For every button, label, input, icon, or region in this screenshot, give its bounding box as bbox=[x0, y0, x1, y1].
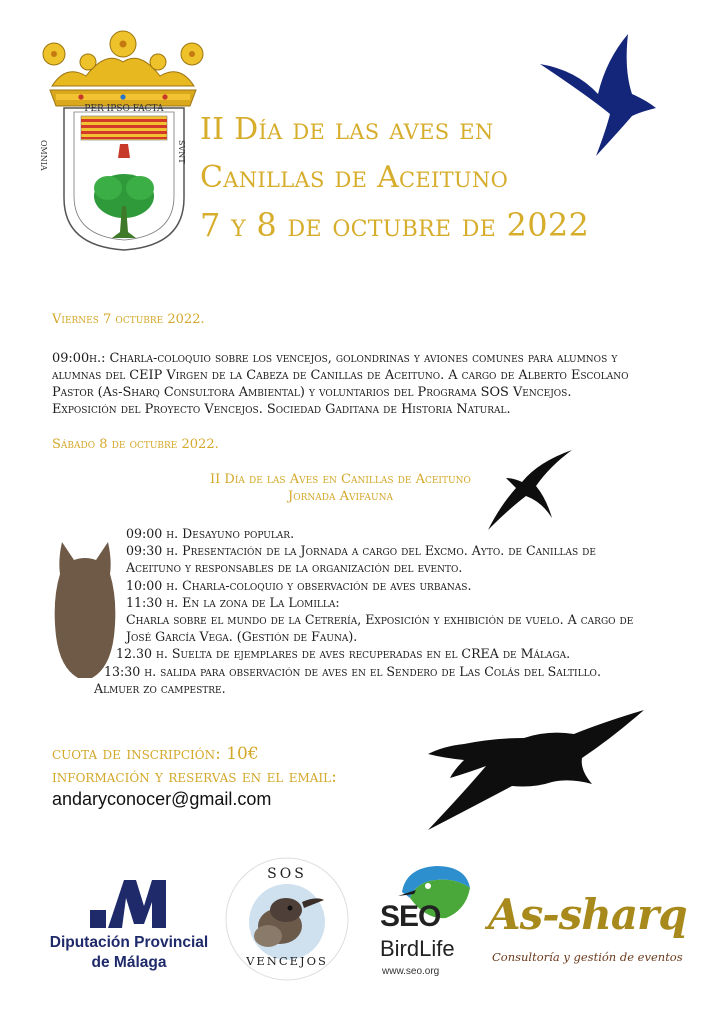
diputacion-line-1: Diputación Provincial bbox=[49, 934, 209, 951]
schedule-item-2: 09:30 h. Presentación de la Jornada a cargo del Excmo. Ayto. de Canillas de bbox=[126, 543, 596, 558]
swift-silhouette-icon bbox=[486, 448, 574, 532]
assharq-tagline: Consultoría y gestión de eventos bbox=[492, 950, 683, 964]
title-line-1: II Día de las aves en bbox=[200, 112, 494, 147]
schedule-item-6: Charla sobre el mundo de la Cetrería, Exposición y exhibición de vuelo. A cargo de bbox=[126, 612, 634, 627]
crown-icon bbox=[43, 31, 203, 106]
seo-url[interactable]: www.seo.org bbox=[382, 966, 440, 977]
seo-sub: BirdLife bbox=[380, 936, 455, 961]
saturday-heading: Sábado 8 de octubre 2022. bbox=[52, 437, 219, 452]
schedule-item-10: Almuer zo campestre. bbox=[94, 681, 226, 696]
owl-silhouette-icon bbox=[52, 540, 118, 680]
sos-bottom-text: VENCEJOS bbox=[246, 954, 328, 968]
reservations-info: información y reservas en el email: bbox=[52, 767, 337, 787]
friday-line-3: Pastor (As-Sharq Consultora Ambiental) y voluntarios del Programa SOS Vencejos. bbox=[52, 385, 572, 400]
sos-top-text: SOS bbox=[267, 866, 307, 882]
assharq-logo bbox=[486, 890, 687, 980]
friday-heading: Viernes 7 octubre 2022. bbox=[52, 312, 205, 327]
crest-motto-right: SVNT bbox=[177, 140, 186, 164]
schedule-item-3: Aceituno y responsables de la organización del evento. bbox=[126, 560, 463, 575]
friday-line-1: 09:00h.: Charla-coloquio sobre los vencejos, golondrinas y aviones comunes para alumnos y bbox=[52, 351, 618, 366]
contact-email[interactable]: andaryconocer@gmail.com bbox=[52, 789, 272, 809]
title-line-3: 7 y 8 de octubre de 2022 bbox=[200, 206, 590, 244]
crest-motto-top: PER IPSO FACTA bbox=[84, 104, 164, 114]
friday-line-4: Exposición del Proyecto Vencejos. Sociedad Gaditana de Historia Natural. bbox=[52, 402, 511, 417]
saturday-subtitle-1: II Día de las Aves en Canillas de Aceituno bbox=[210, 472, 471, 487]
diputacion-logo bbox=[48, 872, 210, 972]
seo-word: SEO bbox=[380, 900, 441, 933]
schedule-item-4: 10:00 h. Charla-coloquio y observación de aves urbanas. bbox=[126, 578, 472, 593]
title-line-2: Canillas de Aceituno bbox=[200, 160, 509, 195]
assharq-name: As-sharq bbox=[488, 890, 687, 939]
diputacion-line-2: de Málaga bbox=[91, 954, 167, 971]
schedule-item-8: 12.30 h. Suelta de ejemplares de aves recuperadas en el CREA de Málaga. bbox=[116, 646, 571, 661]
schedule-item-5: 11:30 h. En la zona de La Lomilla: bbox=[126, 595, 340, 610]
town-crest bbox=[36, 28, 211, 253]
raptor-silhouette-icon bbox=[424, 708, 646, 834]
swallow-icon bbox=[536, 30, 660, 160]
seo-birdlife-logo bbox=[376, 862, 476, 984]
schedule-item-9: 13:30 h. salida para observación de aves en el Sendero de Las Colás del Saltillo. bbox=[104, 664, 601, 679]
sos-vencejos-logo bbox=[224, 856, 350, 982]
registration-fee: cuota de inscripción: 10€ bbox=[52, 744, 259, 764]
schedule-item-7: José García Vega. (Gestión de Fauna). bbox=[126, 629, 358, 644]
schedule-item-1: 09:00 h. Desayuno popular. bbox=[126, 526, 295, 541]
saturday-subtitle-2: Jornada Avifauna bbox=[288, 489, 393, 504]
crest-motto-left: OMNIA bbox=[39, 140, 48, 171]
friday-line-2: alumnas del CEIP Virgen de la Cabeza de Canillas de Aceituno. A cargo de Alberto Escolano bbox=[52, 368, 629, 383]
